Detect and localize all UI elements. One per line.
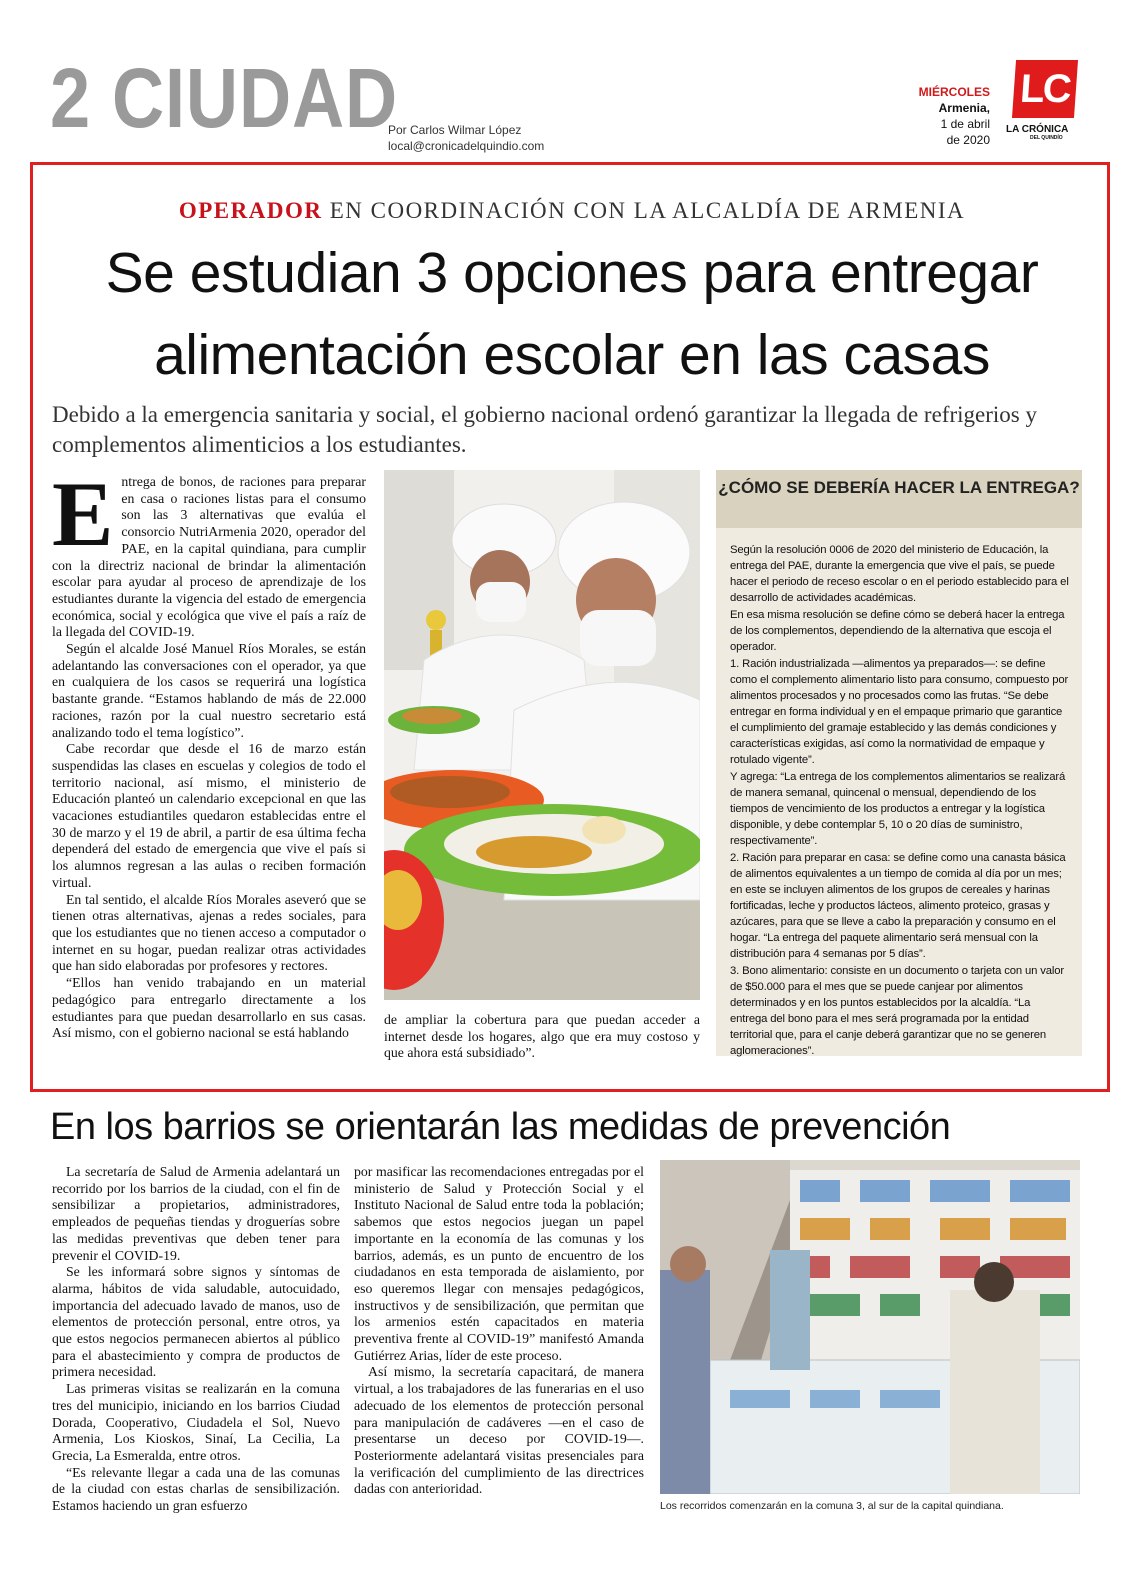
article-headline xyxy=(40,232,1104,396)
date-year: de 2020 xyxy=(946,133,990,147)
pharmacy-store-image xyxy=(660,1160,1080,1494)
drop-cap: E xyxy=(52,463,114,565)
kitchen-photo xyxy=(384,470,700,1000)
sidebar-box xyxy=(716,470,1082,1056)
article-kicker xyxy=(0,198,1144,224)
pharmacy-photo xyxy=(660,1160,1080,1494)
logo-name: LA CRÓNICA xyxy=(1006,124,1069,135)
paragraph: La secretaría de Salud de Armenia adelantará un recorrido por los barrios de la ciudad, con el fin de sensibilizar a propietarios, administradores, empleados de pequeñas tiendas y droguerías sobre las medidas preventivas que deben tener para prevenir el COVID-19. xyxy=(52,1164,340,1263)
author-email: local@cronicadelquindio.com xyxy=(388,139,545,153)
secondary-column-2 xyxy=(354,1164,644,1498)
photo-caption: Los recorridos comenzarán en la comuna 3, al sur de la capital quindiana. xyxy=(660,1500,1004,1512)
sidebar-paragraph: 3. Bono alimentario: consiste en un documento o tarjeta con un valor de $50.000 para el mes que se puede canjear por alimentos determinados y en los puntos establecidos por la alcaldía. “La entrega del bono para el mes será programada por la entidad territorial que, para el canje deberá garantizar que no se generen aglomeraciones”. xyxy=(730,965,1064,1057)
sidebar-paragraph: Y agrega: “La entrega de los complementos alimentarios se realizará de manera semanal, quincenal o mensual, dependiendo de los tiempos de vencimiento de los productos a entregar y la logística disponible, y debe contemplar 5, 10 o 20 días de suministro, respectivamente”. xyxy=(730,771,1066,847)
sidebar-body xyxy=(730,542,1070,1060)
author-name: Por Carlos Wilmar López xyxy=(388,123,522,137)
logo-subtitle: DEL QUINDÍO xyxy=(1030,135,1063,141)
headline-line-2: alimentación escolar en las casas xyxy=(154,323,990,387)
secondary-headline: En los barrios se orientarán las medidas de prevención xyxy=(50,1106,951,1148)
kicker-highlight: OPERADOR xyxy=(178,198,323,223)
paragraph: Las primeras visitas se realizarán en la comuna tres del municipio, iniciando en los barrios Ciudad Dorada, Cooperativo, Ciudadela el Sol, Nuevo Armenia, Los Kioskos, Sinaí, La Cecilia, La Grecia, La Esmeralda, entre otros. xyxy=(52,1381,340,1463)
date-day: 1 de abril xyxy=(940,117,990,131)
kicker-text: EN COORDINACIÓN CON LA ALCALDÍA DE ARMENIA xyxy=(322,198,966,223)
sidebar-paragraph: Según la resolución 0006 de 2020 del ministerio de Educación, la entrega del PAE, durante la emergencia que vive el país, se puede hacer el periodo de receso escolar o en el periodo establecido para el desarrollo de actividades académicas. xyxy=(730,544,1069,604)
paragraph: Se les informará sobre signos y síntomas de alarma, hábitos de vida saludable, autocuidado, importancia del adecuado lavado de manos, uso de elementos de protección personal, entre otros, ya que estos negocios permanecen abiertos al público para el abastecimiento y compra de productos de primera necesidad. xyxy=(52,1264,340,1380)
section-title: 2 CIUDAD xyxy=(50,51,399,145)
sidebar-paragraph: 1. Ración industrializada —alimentos ya preparados—: se define como el complemento alimentario listo para consumo, compuesto por alimentos procesados y no procesados como las frutas. “Se debe entregar en forma individual y en el empaque primario que garantice el cumplimiento del gramaje establecido y las demás condiciones y características exigidas, así como la normatividad de empaque y rotulado vigente”. xyxy=(730,658,1069,766)
logo-icon: LC xyxy=(1012,60,1078,118)
paragraph: En tal sentido, el alcalde Ríos Morales aseveró que se tienen otras alternativas, ajenas a redes sociales, para que los estudiantes que no tienen acceso a computador o internet en su hogar, puedan realizar otras actividades que han sido elaboradas por profesores y rectores. xyxy=(52,891,366,974)
article-deck: Debido a la emergencia sanitaria y social, el gobierno nacional ordenó garantizar la llegada de refrigerios y complementos alimenticios a los estudiantes. xyxy=(52,402,1037,457)
weekday: MIÉRCOLES xyxy=(918,85,990,99)
paragraph: Cabe recordar que desde el 16 de marzo están suspendidas las clases en escuelas y colegios de todo el territorio nacional, así mismo, el ministerio de Educación planteó un calendario excepcional en que las vacaciones estudiantiles quedaron establecidas entre el 30 de marzo y el 19 de abril, a partir de esa última fecha dependerá del estado de emergencia que vive el país si los alumnos regresan a las aulas o reciben formación virtual. xyxy=(52,741,366,890)
kitchen-workers-image xyxy=(384,470,700,1000)
paragraph: Entrega de bonos, de raciones para preparar en casa o raciones listas para el consumo son las 3 alternativas que evalúa el consorcio NutriArmenia 2020, operador del PAE, en la capital quindiana, para cumplir con la directriz nacional de brindar la alimentación escolar para ayudar al proceso de aprendizaje de los estudiantes durante la vigencia del estado de emergencia económica, social y ecológica que vive el país a raíz de la llegada del COVID-19. xyxy=(52,463,366,640)
sidebar-paragraph: En esa misma resolución se define cómo se deberá hacer la entrega de los complementos, dependiendo de la alternativa que escoja el operador. xyxy=(730,609,1065,653)
article-column-continuation xyxy=(384,1012,700,1062)
paragraph: de ampliar la cobertura para que puedan acceder a internet desde los hogares, algo que era muy costoso y que ahora está subsidiado”. xyxy=(384,1012,700,1061)
paragraph: Así mismo, la secretaría capacitará, de manera virtual, a los trabajadores de las funerarias en el uso adecuado de los elementos de protección personal para manipulación de cadáveres —en el caso de presentarse un deceso por COVID-19—. Posteriormente adelantará visitas presenciales para la verificación del cumplimiento de las directrices dadas con anterioridad. xyxy=(354,1364,644,1497)
paragraph: “Ellos han venido trabajando en un material pedagógico para entregarlo directamente a los estudiantes para que puedan desarrollarlo en sus casas. Así mismo, con el gobierno nacional se está hablando xyxy=(52,975,366,1041)
paragraph: Según el alcalde José Manuel Ríos Morales, se están adelantando las conversaciones con el operador, ya que en cualquiera de los casos se requerirá una logística bastante grande. “Estamos hablando de más de 22.000 raciones, razón por la cual nuestro secretario está analizando todo el tema logístico”. xyxy=(52,641,366,740)
dateline xyxy=(919,84,990,148)
paragraph: “Es relevante llegar a cada una de las comunas de la ciudad con estas charlas de sensibilización. Estamos haciendo un gran esfuerzo xyxy=(52,1464,340,1514)
paragraph: por masificar las recomendaciones entregadas por el ministerio de Salud y Protección Social y el Instituto Nacional de Salud entre toda la población; sabemos que estos negocios juegan un papel importante en la economía de las comunas y los barrios, además, es un punto de encuentro de los ciudadanos en esta temporada de aislamiento, por eso queremos llegar con mensajes pedagógicos, instructivos y de sensibilización, que permitan que los armenios estén capacitados en materia preventiva frente al COVID-19” manifestó Amanda Gutiérrez Arias, líder de este proceso. xyxy=(354,1164,644,1363)
secondary-column-1 xyxy=(52,1164,340,1515)
city: Armenia, xyxy=(938,101,990,115)
sidebar-title: ¿CÓMO SE DEBERÍA HACER LA ENTREGA? xyxy=(716,470,1082,528)
article-column-1 xyxy=(52,463,366,1042)
sidebar-paragraph: 2. Ración para preparar en casa: se define como una canasta básica de alimentos equivalentes a un tiempo de comida al día por un mes; en este se incluyen alimentos de los grupos de cereales y harinas fortificadas, leche y productos lácteos, alimento proteico, grasas y azúcares, para que se lleve a cabo la preparación y consumo en el hogar. “La entrega del paquete alimentario será mensual con la distribución para 4 semanas por 5 días”. xyxy=(730,852,1066,960)
byline xyxy=(388,122,544,154)
headline-line-1: Se estudian 3 opciones para entregar xyxy=(105,241,1039,305)
newspaper-logo xyxy=(1006,60,1082,141)
